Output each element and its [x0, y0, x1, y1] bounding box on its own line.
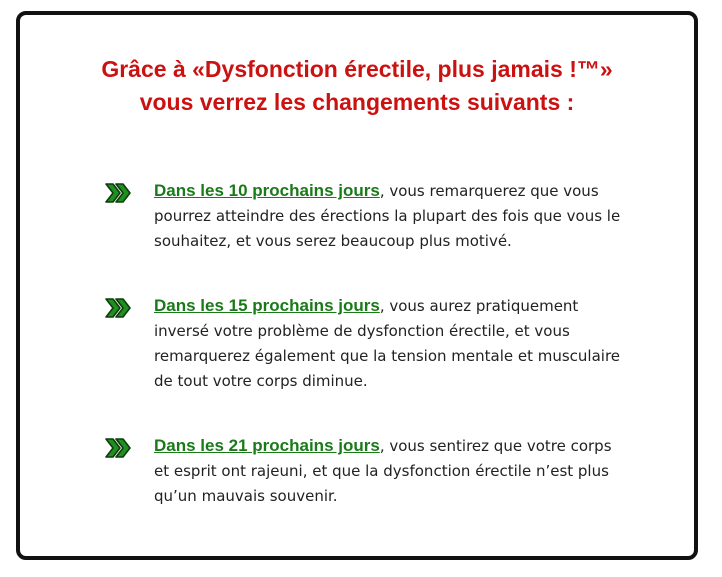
- benefit-description: , vous aurez pratiquement inversé votre problème de dysfonction érectile, et vous remarquerez également que la tension mentale et musculaire de tout votre corps diminue.: [154, 297, 621, 390]
- benefit-highlight: Dans les 21 prochains jours: [154, 436, 380, 455]
- benefits-panel: [16, 11, 698, 560]
- double-chevron-right-icon: [104, 297, 134, 319]
- page-title: [20, 53, 694, 119]
- benefit-highlight: Dans les 15 prochains jours: [154, 296, 380, 315]
- title-line-1: Grâce à «Dysfonction érectile, plus jamais !™»: [101, 56, 613, 82]
- double-chevron-right-icon: [104, 182, 134, 204]
- benefit-description: , vous remarquerez que vous pourrez atteindre des érections la plupart des fois que vous le souhaitez, et vous serez beaucoup plus motivé.: [154, 182, 621, 250]
- benefit-text: [154, 433, 624, 509]
- benefit-highlight: Dans les 10 prochains jours: [154, 181, 380, 200]
- benefit-description: , vous sentirez que votre corps et esprit ont rajeuni, et que la dysfonction érectile n’est plus qu’un mauvais souvenir.: [154, 437, 612, 505]
- double-chevron-right-icon: [104, 437, 134, 459]
- benefit-text: [154, 178, 624, 254]
- benefit-text: [154, 293, 624, 394]
- title-line-2: vous verrez les changements suivants :: [139, 89, 575, 115]
